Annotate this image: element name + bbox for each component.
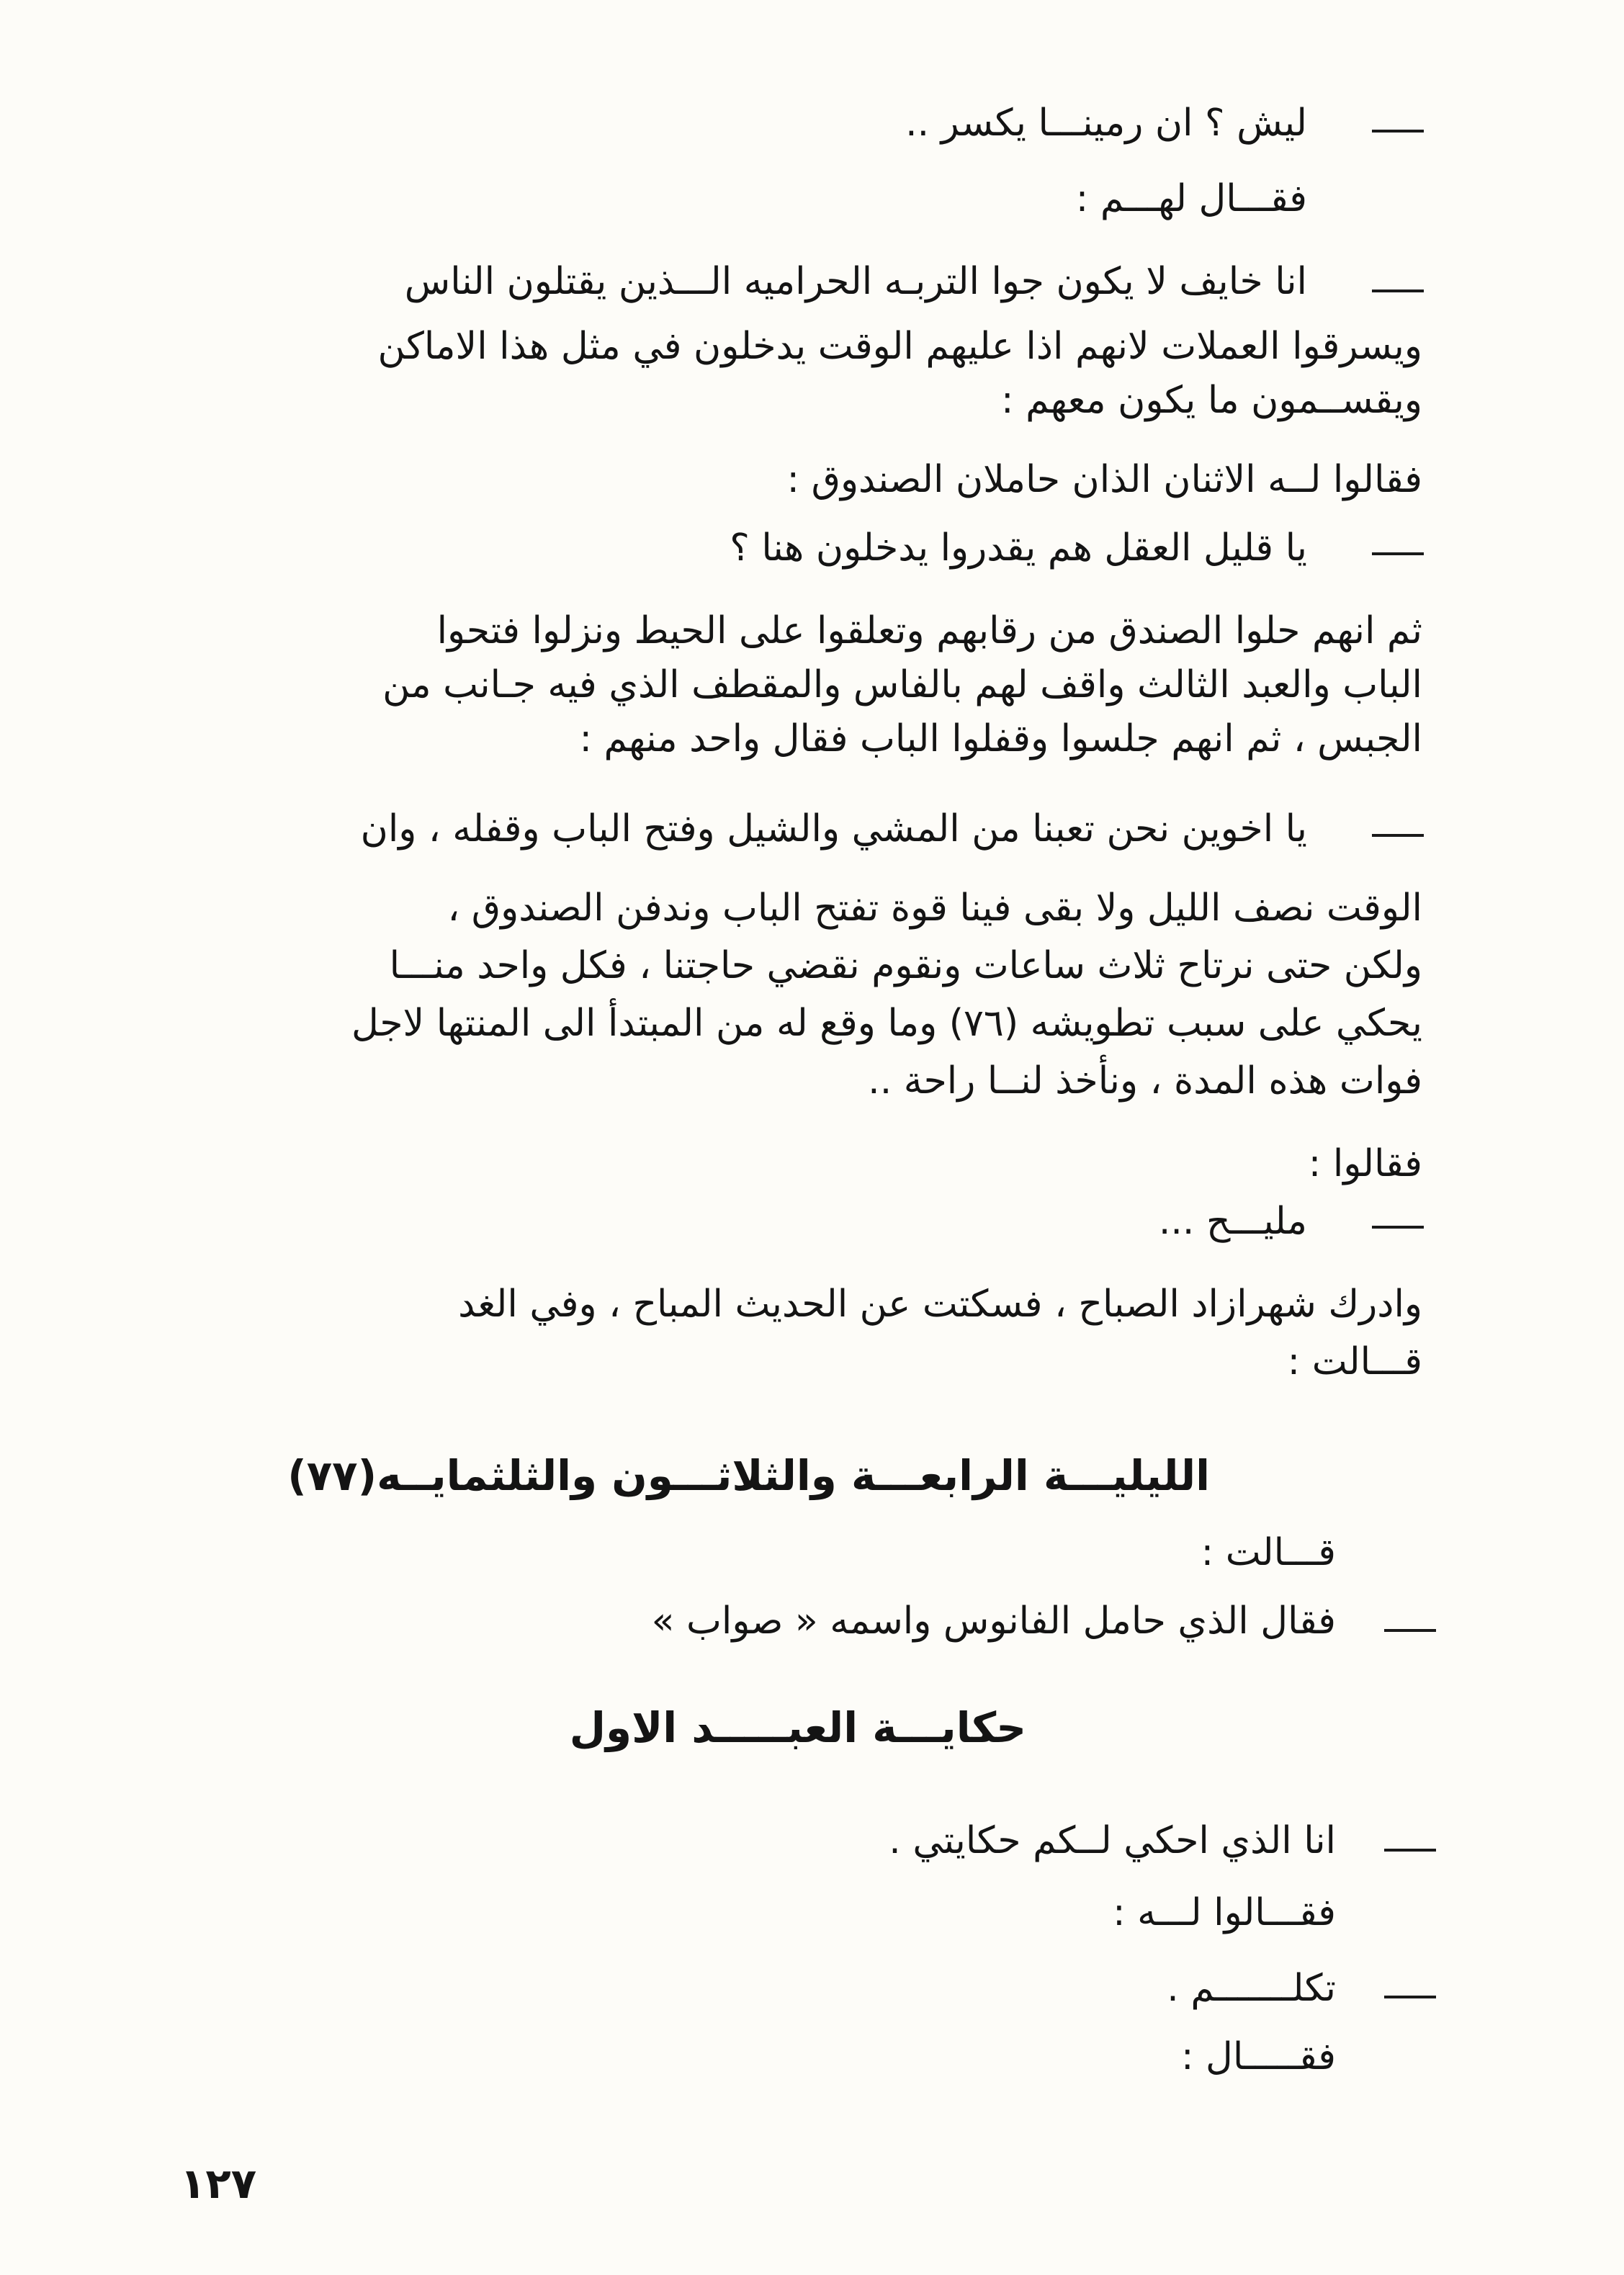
section-heading: الليليـــة الرابعـــة والثلاثـــون والثلثمايــه(٧٧) — [287, 1451, 1210, 1500]
text-line: ولكن حتى نرتاح ثلاث ساعات ونقوم نقضي حاجتنا ، فكل واحد منـــا — [389, 944, 1422, 987]
dialogue-dash — [1384, 1629, 1436, 1632]
text-line: قـــالت : — [1201, 1531, 1336, 1574]
text-line: فقالوا لــه الاثنان الذان حاملان الصندوق : — [786, 458, 1422, 501]
page-number: ١٢٧ — [180, 2159, 257, 2208]
text-line: الوقت نصف الليل ولا بقى فينا قوة تفتح الباب وندفن الصندوق ، — [447, 887, 1422, 930]
dialogue-dash — [1372, 290, 1424, 292]
text-line: الباب والعبد الثالث واقف لهم بالفاس والمقطف الذي فيه جـانب من — [382, 663, 1422, 706]
dialogue-dash — [1372, 552, 1424, 555]
text-line: فقـــال لهـــم : — [1075, 177, 1307, 220]
text-line: انا خايف لا يكون جوا التربـه الحراميه الـــذين يقتلون الناس — [404, 260, 1307, 303]
text-line: يا اخوين نحن تعبنا من المشي والشيل وفتح الباب وقفله ، وان — [360, 807, 1307, 851]
text-line: ويسرقوا العملات لانهم اذا عليهم الوقت يدخلون في مثل هذا الاماكن — [377, 325, 1422, 368]
text-line: فقـــــال : — [1180, 2035, 1336, 2078]
text-line: يحكي على سبب تطويشه (٧٦) وما وقع له من المبتدأ الى المنتها لاجل — [351, 1002, 1422, 1045]
text-line: مليـــح ... — [1158, 1200, 1307, 1243]
dialogue-dash — [1384, 1849, 1436, 1852]
text-line: ويقســمون ما يكون معهم : — [1001, 379, 1422, 422]
text-line: فقالوا : — [1308, 1142, 1422, 1185]
text-line: الجبس ، ثم انهم جلسوا وقفلوا الباب فقال واحد منهم : — [579, 717, 1422, 760]
dialogue-dash — [1372, 1226, 1424, 1229]
text-line: وادرك شهرازاد الصباح ، فسكتت عن الحديث المباح ، وفي الغد — [458, 1283, 1422, 1326]
text-line: تكلـــــــم . — [1167, 1967, 1336, 2010]
dialogue-dash — [1372, 130, 1424, 133]
text-line: فقال الذي حامل الفانوس واسمه « صواب » — [651, 1599, 1336, 1643]
dialogue-dash — [1372, 834, 1424, 837]
text-line: انا الذي احكي لــكم حكايتي . — [889, 1819, 1336, 1862]
section-heading: حكايـــة العبـــــد الاول — [569, 1703, 1026, 1752]
dialogue-dash — [1384, 1996, 1436, 1998]
text-line: ليش ؟ ان رمينـــا يكسر .. — [905, 102, 1307, 145]
text-line: يا قليل العقل هم يقدروا يدخلون هنا ؟ — [730, 526, 1307, 570]
text-line: فقـــالوا لـــه : — [1113, 1891, 1336, 1934]
text-line: ثم انهم حلوا الصندق من رقابهم وتعلقوا على الحيط ونزلوا فتحوا — [436, 609, 1422, 652]
text-line: قـــالت : — [1287, 1340, 1422, 1383]
text-line: فوات هذه المدة ، ونأخذ لنــا راحة .. — [868, 1059, 1422, 1103]
